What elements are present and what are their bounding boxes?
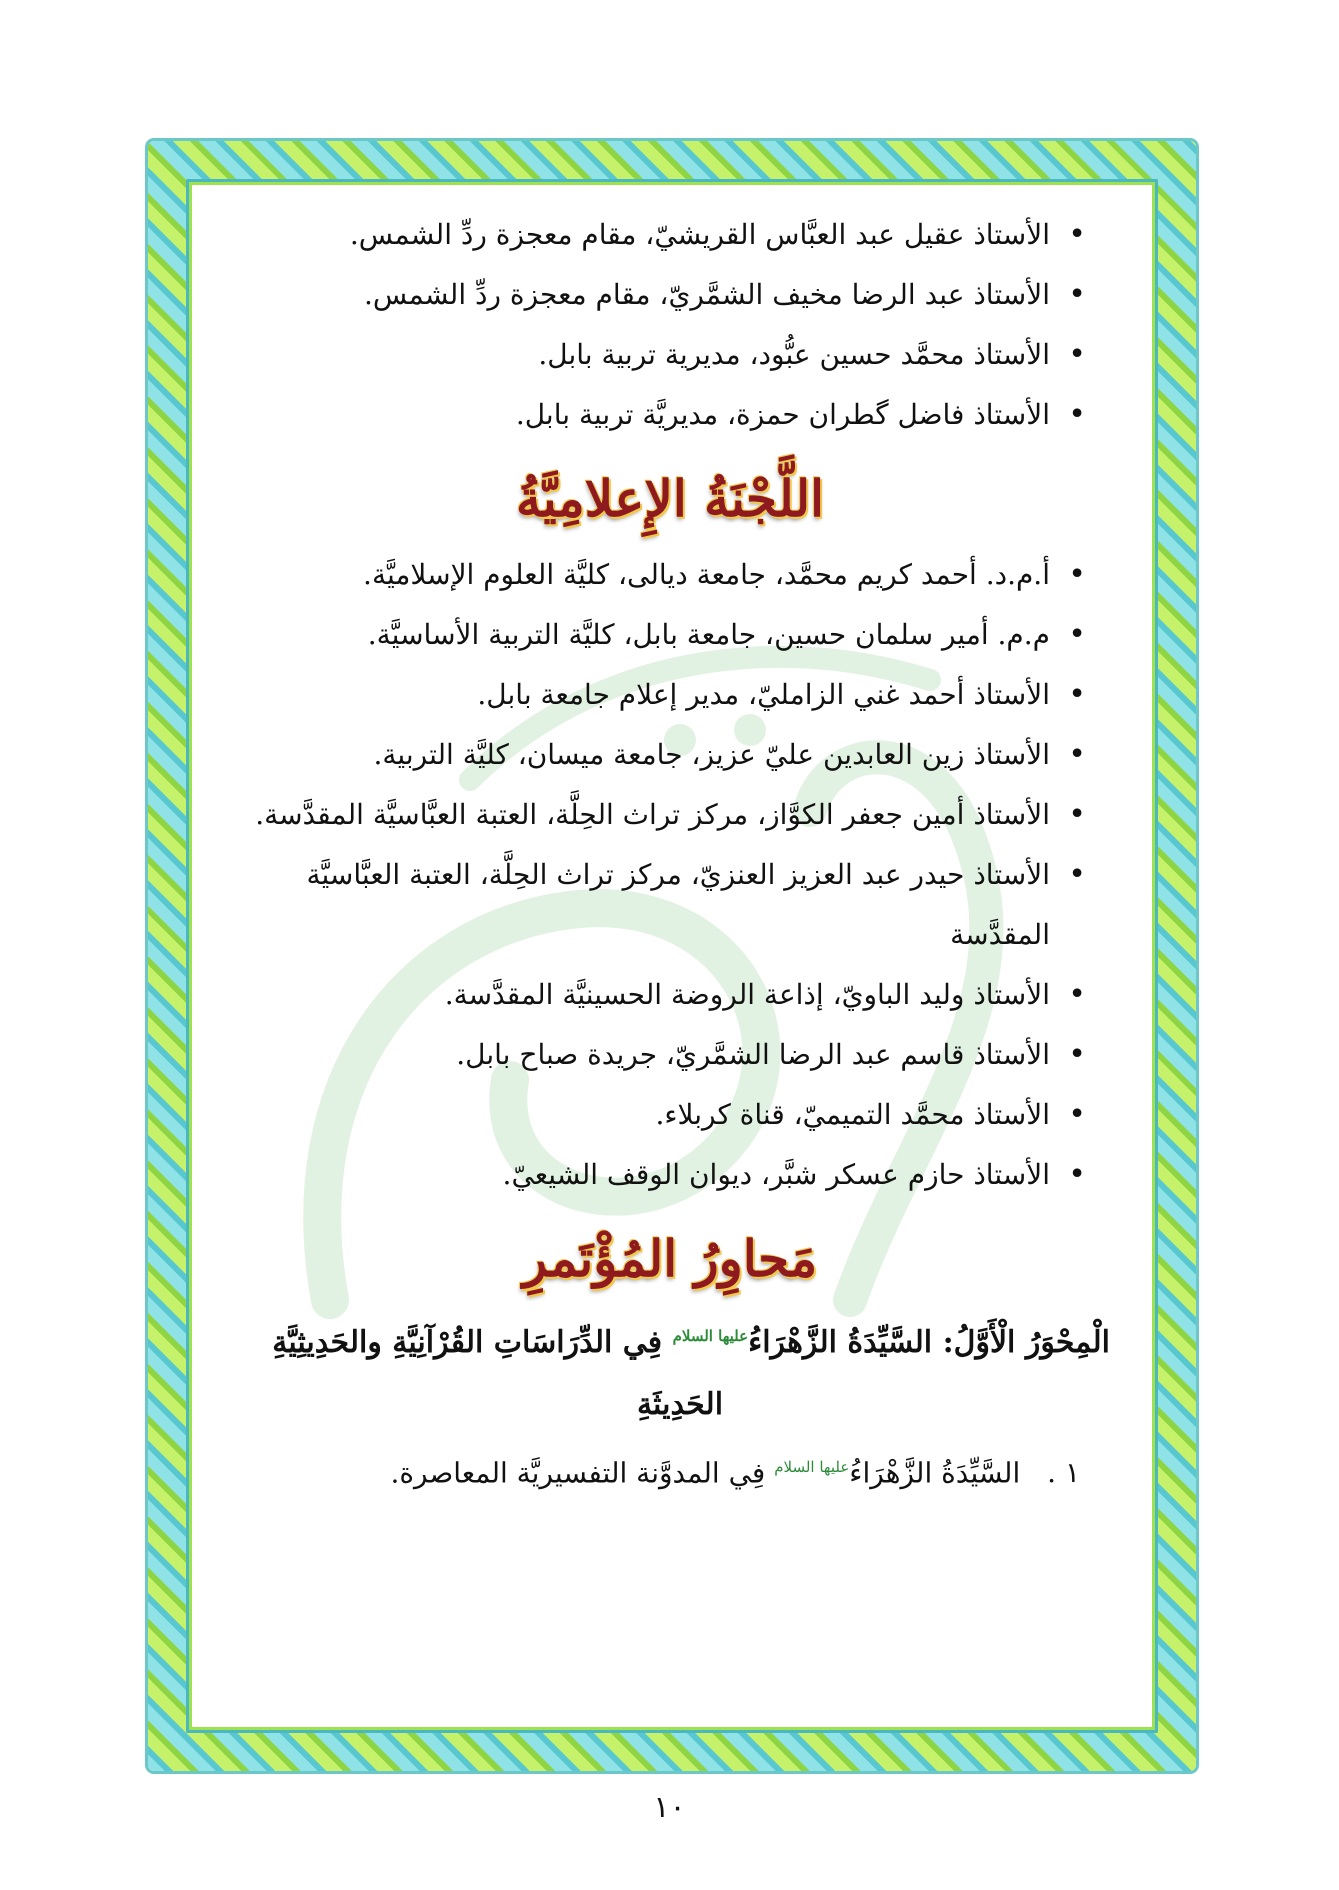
salutation-mark: عليها السلام bbox=[672, 1327, 749, 1345]
item-number: ١ . bbox=[1047, 1456, 1080, 1490]
list-item: • الأستاذ عقيل عبد العبَّاس القريشيّ، مقام معجزة ردِّ الشمس. bbox=[250, 205, 1090, 265]
page-content bbox=[250, 205, 1110, 1705]
list-item: • الأستاذ أحمد غني الزامليّ، مدير إعلام جامعة بابل. bbox=[250, 665, 1090, 725]
item-text-b: فِي المدوَّنة التفسيريَّة المعاصرة. bbox=[390, 1456, 766, 1490]
list-item: • الأستاذ محمَّد التميميّ، قناة كربلاء. bbox=[250, 1085, 1090, 1145]
list-item: • الأستاذ وليد الباويّ، إذاعة الروضة الحسينيَّة المقدَّسة. bbox=[250, 965, 1090, 1025]
salutation-mark: عليها السلام bbox=[774, 1458, 850, 1476]
list-item: • الأستاذ زين العابدين عليّ عزيز، جامعة ميسان، كليَّة التربية. bbox=[250, 725, 1090, 785]
media-committee-heading: اللَّجْنَةُ الإِعلامِيَّةُ bbox=[515, 469, 824, 528]
list-item: • أ.م.د. أحمد كريم محمَّد، جامعة ديالى، كليَّة العلوم الإسلاميَّة. bbox=[250, 545, 1090, 605]
list-item: • الأستاذ قاسم عبد الرضا الشمَّريّ، جريدة صباح بابل. bbox=[250, 1025, 1090, 1085]
page-number: ١٠ bbox=[653, 1790, 686, 1825]
list-item: • الأستاذ فاضل گطران حمزة، مديريَّة تربية بابل. bbox=[250, 385, 1090, 445]
top-list bbox=[250, 205, 1090, 445]
first-axis-title bbox=[250, 1305, 1110, 1436]
list-item: • الأستاذ حيدر عبد العزيز العنزيّ، مركز تراث الحِلَّة، العتبة العبَّاسيَّة المقدَّسة bbox=[250, 845, 1090, 965]
first-axis-label: الْمِحْوَرُ الْأَوَّلُ: السَّيِّدَةُ الزَّهْرَاءُ bbox=[748, 1325, 1110, 1360]
list-item: • الأستاذ حازم عسكر شبَّر، ديوان الوقف الشيعيّ. bbox=[250, 1145, 1090, 1205]
list-item: • الأستاذ أمين جعفر الكوَّاز، مركز تراث الحِلَّة، العتبة العبَّاسيَّة المقدَّسة. bbox=[250, 785, 1090, 845]
conference-axes-heading: مَحاوِرُ المُؤْتَمرِ bbox=[522, 1229, 818, 1288]
numbered-item bbox=[250, 1436, 1090, 1504]
list-item: • الأستاذ عبد الرضا مخيف الشمَّريّ، مقام معجزة ردِّ الشمس. bbox=[250, 265, 1090, 325]
list-item: • الأستاذ محمَّد حسين عبُّود، مديرية تربية بابل. bbox=[250, 325, 1090, 385]
first-axis-label-line2: الحَدِيثَةِ bbox=[636, 1387, 724, 1422]
list-item: • م.م. أمير سلمان حسين، جامعة بابل، كليَّة التربية الأساسيَّة. bbox=[250, 605, 1090, 665]
first-axis-label-rest: فِي الدِّرَاسَاتِ القُرْآنِيَّةِ والحَدِيثِيَّةِ bbox=[272, 1325, 663, 1360]
item-text-a: السَّيِّدَةُ الزَّهْرَاءُ bbox=[849, 1456, 1021, 1490]
media-committee-list bbox=[250, 545, 1090, 1205]
